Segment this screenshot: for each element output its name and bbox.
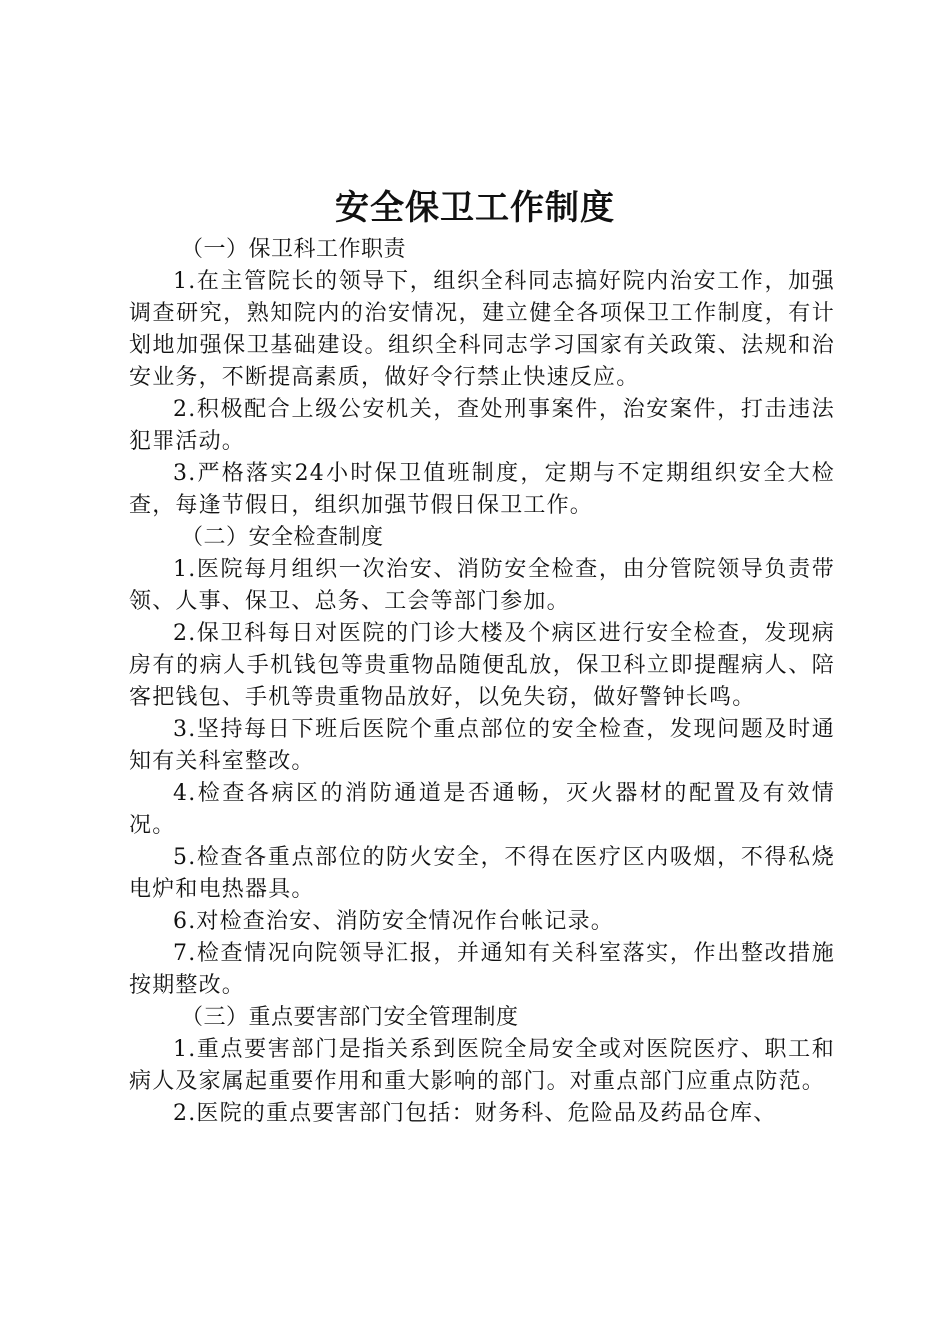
paragraph: 2.医院的重点要害部门包括：财务科、危险品及药品仓库、 [173, 1101, 777, 1126]
section-heading-key-departments: （三）重点要害部门安全管理制度 [181, 1005, 519, 1030]
paragraph: 1.在主管院长的领导下，组织全科同志搞好院内治安工作，加强调查研究，熟知院内的治安情况，建立健全各项保卫工作制度，有计划地加强保卫基础建设。组织全科同志学习国家有关政策、法规和治安业务，不断提高素质，做好令行禁止快速反应。 [129, 269, 835, 390]
document-body [129, 234, 835, 1130]
paragraph: 5.检查各重点部位的防火安全，不得在医疗区内吸烟，不得私烧电炉和电热器具。 [129, 845, 835, 902]
paragraph: 1.医院每月组织一次治安、消防安全检查，由分管院领导负责带领、人事、保卫、总务、工会等部门参加。 [129, 557, 835, 614]
document-title: 安全保卫工作制度 [335, 188, 615, 228]
section-heading-inspection: （二）安全检查制度 [181, 525, 384, 550]
section-heading-duties: （一）保卫科工作职责 [181, 237, 407, 262]
paragraph: 6.对检查治安、消防安全情况作台帐记录。 [173, 909, 614, 934]
paragraph: 2.积极配合上级公安机关，查处刑事案件，治安案件，打击违法犯罪活动。 [129, 397, 835, 454]
paragraph: 1.重点要害部门是指关系到医院全局安全或对医院医疗、职工和病人及家属起重要作用和重大影响的部门。对重点部门应重点防范。 [129, 1037, 835, 1094]
paragraph: 3.坚持每日下班后医院个重点部位的安全检查，发现问题及时通知有关科室整改。 [129, 717, 835, 774]
paragraph: 7.检查情况向院领导汇报，并通知有关科室落实，作出整改措施按期整改。 [129, 941, 835, 998]
paragraph: 2.保卫科每日对医院的门诊大楼及个病区进行安全检查，发现病房有的病人手机钱包等贵重物品随便乱放，保卫科立即提醒病人、陪客把钱包、手机等贵重物品放好，以免失窃，做好警钟长鸣。 [129, 621, 835, 710]
paragraph: 4.检查各病区的消防通道是否通畅，灭火器材的配置及有效情况。 [129, 781, 835, 838]
paragraph: 3.严格落实24小时保卫值班制度，定期与不定期组织安全大检查，每逢节假日，组织加强节假日保卫工作。 [129, 461, 835, 518]
